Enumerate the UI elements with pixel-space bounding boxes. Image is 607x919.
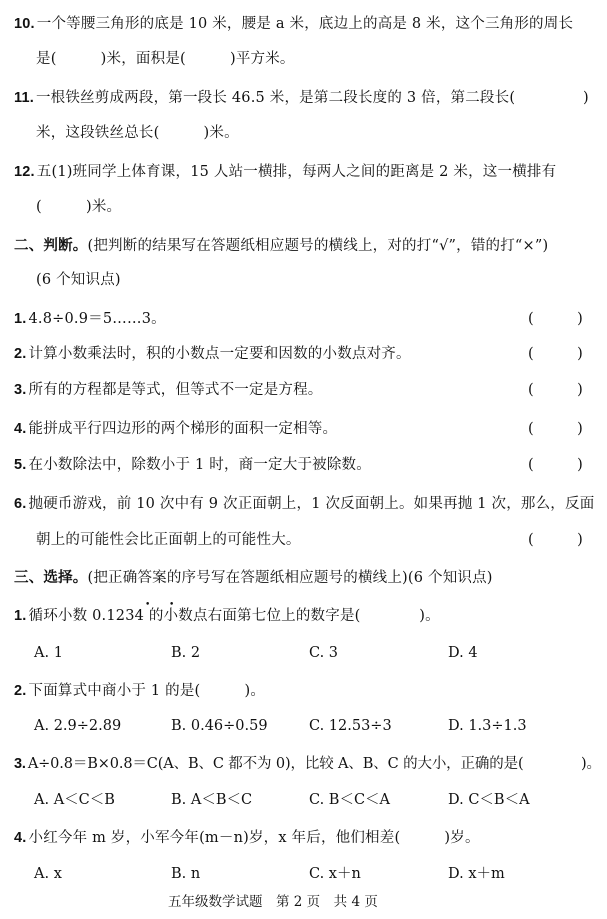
question-11-line-2: 米，这段铁丝总长( )米。: [36, 125, 239, 141]
question-10-line-2: 是( )米，面积是( )平方米。: [36, 51, 295, 67]
question-text: 五(1)班同学上体育课，15 人站一横排，每两人之间的距离是 2 米，这一横排有: [36, 164, 557, 180]
item-text: 抛硬币游戏，前 10 次中有 9 次正面朝上，1 次反面朝上。如果再抛 1 次，那么，反面: [28, 496, 595, 512]
question-number: 3.: [14, 756, 26, 772]
item-text: 所有的方程都是等式，但等式不一定是方程。: [28, 382, 323, 398]
choice-question-1: [14, 606, 440, 626]
answer-paren: ( ): [528, 532, 583, 548]
question-number: 11.: [14, 90, 34, 106]
option-a: A. 2.9÷2.89: [34, 718, 122, 734]
option-c: C. x＋n: [309, 866, 361, 882]
option-b: B. 2: [171, 645, 201, 661]
question-text: A÷0.8＝B×0.8＝C(A、B、C 都不为 0)，比较 A、B、C 的大小，正确的是( )。: [27, 756, 601, 772]
question-number: 2.: [14, 683, 27, 699]
answer-paren: ( ): [528, 382, 583, 398]
choice-question-3: [14, 754, 601, 774]
judge-item-6-line-2: 朝上的可能性会比正面朝上的可能性大。: [36, 532, 301, 548]
option-b: B. A＜B＜C: [171, 792, 253, 808]
judge-item-2: [14, 344, 411, 364]
item-number: 6.: [14, 496, 27, 512]
item-number: 2.: [14, 346, 27, 362]
section-2-points: (6 个知识点): [36, 272, 121, 288]
page-footer: 五年级数学试题 第 2 页 共 4 页: [168, 894, 378, 910]
section-instruction: (把正确答案的序号写在答题纸相应题号的横线上)(6 个知识点): [87, 570, 493, 586]
answer-paren: ( ): [528, 311, 583, 327]
question-number: 4.: [14, 830, 27, 846]
question-text: 下面算式中商小于 1 的是( )。: [28, 683, 266, 699]
question-number: 10.: [14, 16, 35, 32]
judge-item-6-line-1: [14, 494, 594, 514]
item-number: 1.: [14, 311, 27, 327]
option-a: A. A＜C＜B: [34, 792, 115, 808]
question-10-line-1: [14, 14, 573, 34]
item-number: 5.: [14, 457, 27, 473]
item-number: 4.: [14, 421, 27, 437]
option-d: D. 1.3÷1.3: [448, 718, 527, 734]
section-title: 三、选择。: [14, 569, 88, 586]
answer-paren: ( ): [528, 421, 583, 437]
judge-item-5: [14, 455, 371, 475]
option-c: C. 3: [309, 645, 339, 661]
option-d: D. x＋m: [448, 866, 505, 882]
section-title: 二、判断。: [14, 237, 88, 254]
option-a: A. 1: [34, 645, 63, 661]
option-d: D. C＜B＜A: [448, 792, 530, 808]
option-a: A. x: [34, 866, 62, 882]
question-text: 一根铁丝剪成两段，第一段长 46.5 米，是第二段长度的 3 倍，第二段长(: [35, 90, 516, 106]
option-b: B. n: [171, 866, 201, 882]
item-text: 在小数除法中，除数小于 1 时，商一定大于被除数。: [28, 457, 371, 473]
judge-item-3: [14, 380, 323, 400]
question-12-line-2: ( )米。: [36, 199, 122, 215]
question-text-suffix: 的小数点右面第七位上的数字是( )。: [144, 608, 440, 624]
judge-item-4: [14, 419, 337, 439]
option-c: C. 12.53÷3: [309, 718, 392, 734]
option-d: D. 4: [448, 645, 478, 661]
question-text: 一个等腰三角形的底是 10 米，腰是 a 米，底边上的高是 8 米，这个三角形的周长: [36, 16, 574, 32]
item-text: 计算小数乘法时，积的小数点一定要和因数的小数点对齐。: [28, 346, 411, 362]
item-text: 4.8÷0.9＝5……3。: [28, 311, 166, 327]
section-instruction: (把判断的结果写在答题纸相应题号的横线上，对的打“√”，错的打“×”): [87, 238, 549, 254]
section-2-heading: [14, 236, 548, 256]
section-3-heading: [14, 568, 493, 588]
question-text: 小红今年 m 岁，小军今年(m－n)岁，x 年后，他们相差( )岁。: [28, 830, 480, 846]
answer-paren: ( ): [528, 346, 583, 362]
question-number: 12.: [14, 164, 35, 180]
repeat-dot-end: •: [169, 600, 175, 610]
repeat-dot-start: •: [145, 600, 151, 610]
repeating-decimal-digits: 1234: [106, 608, 145, 624]
question-12-line-1: [14, 162, 556, 182]
choice-question-2: [14, 681, 265, 701]
choice-question-4: [14, 828, 480, 848]
question-11-line-1: [14, 88, 515, 108]
question-text-prefix: 循环小数 0.: [28, 608, 107, 624]
answer-paren-close: ): [583, 90, 589, 106]
item-number: 3.: [14, 382, 27, 398]
option-b: B. 0.46÷0.59: [171, 718, 268, 734]
answer-paren: ( ): [528, 457, 583, 473]
question-number: 1.: [14, 608, 27, 624]
item-text: 能拼成平行四边形的两个梯形的面积一定相等。: [28, 421, 338, 437]
option-c: C. B＜C＜A: [309, 792, 391, 808]
judge-item-1: [14, 309, 166, 329]
